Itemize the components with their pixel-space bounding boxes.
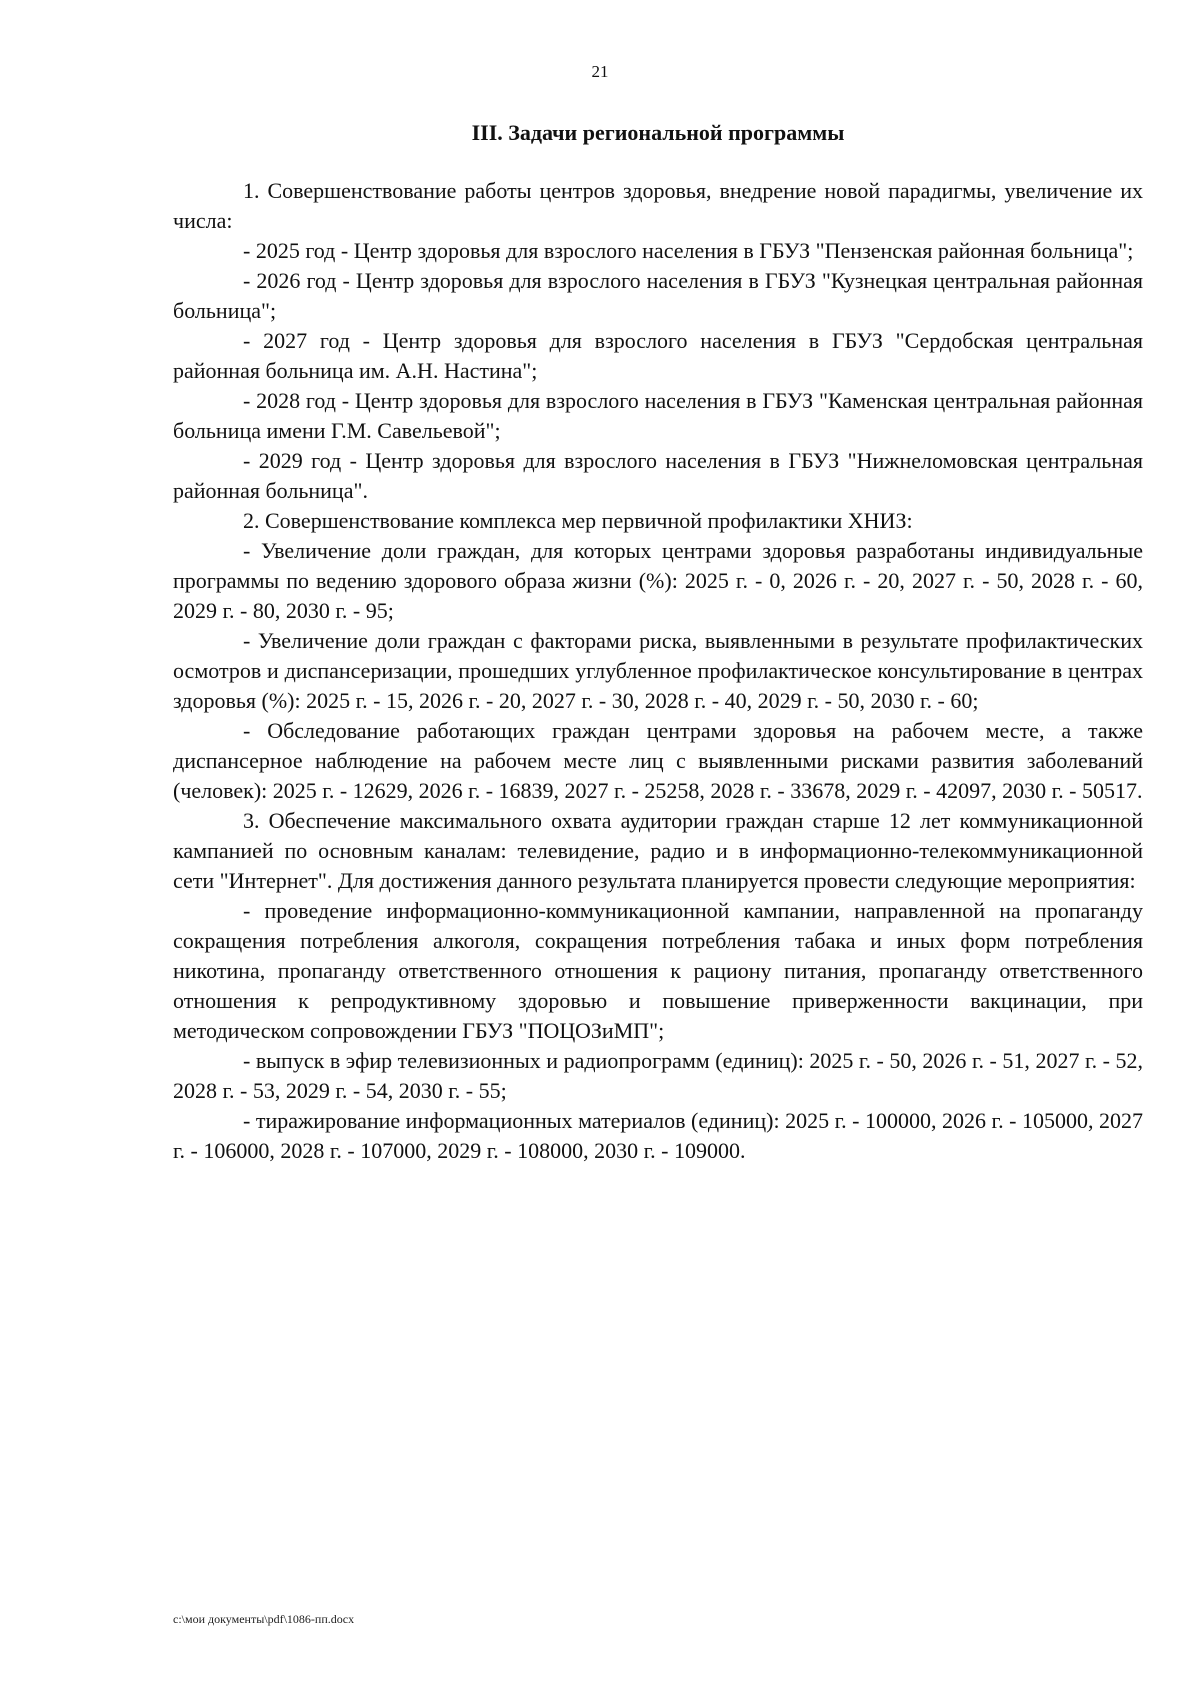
document-body [173, 118, 1143, 1166]
paragraph-risk-factor-consulting: - Увеличение доли граждан с факторами риска, выявленными в результате профилактических осмотров и диспансеризации, прошедших углубленное профилактическое консультирование в центрах здоровья (%): 2025 г. - 15, 2026 г. - 20, 2027 г. - 30, 2028 г. - 40, 2029 г. - 50, 2030 г. - 60; [173, 628, 1143, 713]
paragraph-info-materials: - тиражирование информационных материалов (единиц): 2025 г. - 100000, 2026 г. - 105000, 2027 г. - 106000, 2028 г. - 107000, 2029 г. - 108000, 2030 г. - 109000. [173, 1108, 1143, 1163]
paragraph-healthy-lifestyle-programs: - Увеличение доли граждан, для которых центрами здоровья разработаны индивидуальные программы по ведению здорового образа жизни (%): 2025 г. - 0, 2026 г. - 20, 2027 г. - 50, 2028 г. - 60, 2029 г. - 80, 2030 г. - 95; [173, 538, 1143, 623]
paragraph-task-1: 1. Совершенствование работы центров здоровья, внедрение новой парадигмы, увеличение их числа: [173, 178, 1143, 233]
section-title: III. Задачи региональной программы [471, 120, 845, 145]
paragraph-2028-center: - 2028 год - Центр здоровья для взрослого населения в ГБУЗ "Каменская центральная районная больница имени Г.М. Савельевой"; [173, 388, 1143, 443]
paragraph-task-2: 2. Совершенствование комплекса мер первичной профилактики ХНИЗ: [243, 508, 913, 533]
footer-file-path: c:\мои документы\pdf\1086-пп.docx [173, 1612, 355, 1626]
paragraph-workplace-examination: - Обследование работающих граждан центрами здоровья на рабочем месте, а также диспансерное наблюдение на рабочем месте лиц с выявленными рисками развития заболеваний (человек): 2025 г. - 12629, 2026 г. - 16839, 2027 г. - 25258, 2028 г. - 33678, 2029 г. - 42097, 2030 г. - 50517. [173, 718, 1143, 803]
page-number: 21 [591, 62, 609, 81]
paragraph-2025-center: - 2025 год - Центр здоровья для взрослого населения в ГБУЗ "Пензенская районная больница"; [243, 238, 1134, 263]
paragraph-2029-center: - 2029 год - Центр здоровья для взрослого населения в ГБУЗ "Нижнеломовская центральная районная больница". [173, 448, 1143, 503]
paragraph-2026-center: - 2026 год - Центр здоровья для взрослого населения в ГБУЗ "Кузнецкая центральная районная больница"; [173, 268, 1143, 323]
paragraph-task-3: 3. Обеспечение максимального охвата аудитории граждан старше 12 лет коммуникационной кампанией по основным каналам: телевидение, радио и в информационно-телекоммуникационной сети "Интернет". Для достижения данного результата планируется провести следующие мероприятия: [173, 808, 1143, 893]
paragraph-2027-center: - 2027 год - Центр здоровья для взрослого населения в ГБУЗ "Сердобская центральная районная больница им. А.Н. Настина"; [173, 328, 1143, 383]
paragraph-info-campaign: - проведение информационно-коммуникационной кампании, направленной на пропаганду сокращения потребления алкоголя, сокращения потребления табака и иных форм потребления никотина, пропаганду ответственного отношения к рациону питания, пропаганду ответственного отношения к репродуктивному здоровью и повышение приверженности вакцинации, при методическом сопровождении ГБУЗ "ПОЦОЗиМП"; [173, 898, 1143, 1043]
paragraph-tv-radio-programs: - выпуск в эфир телевизионных и радиопрограмм (единиц): 2025 г. - 50, 2026 г. - 51, 2027 г. - 52, 2028 г. - 53, 2029 г. - 54, 2030 г. - 55; [173, 1048, 1143, 1103]
